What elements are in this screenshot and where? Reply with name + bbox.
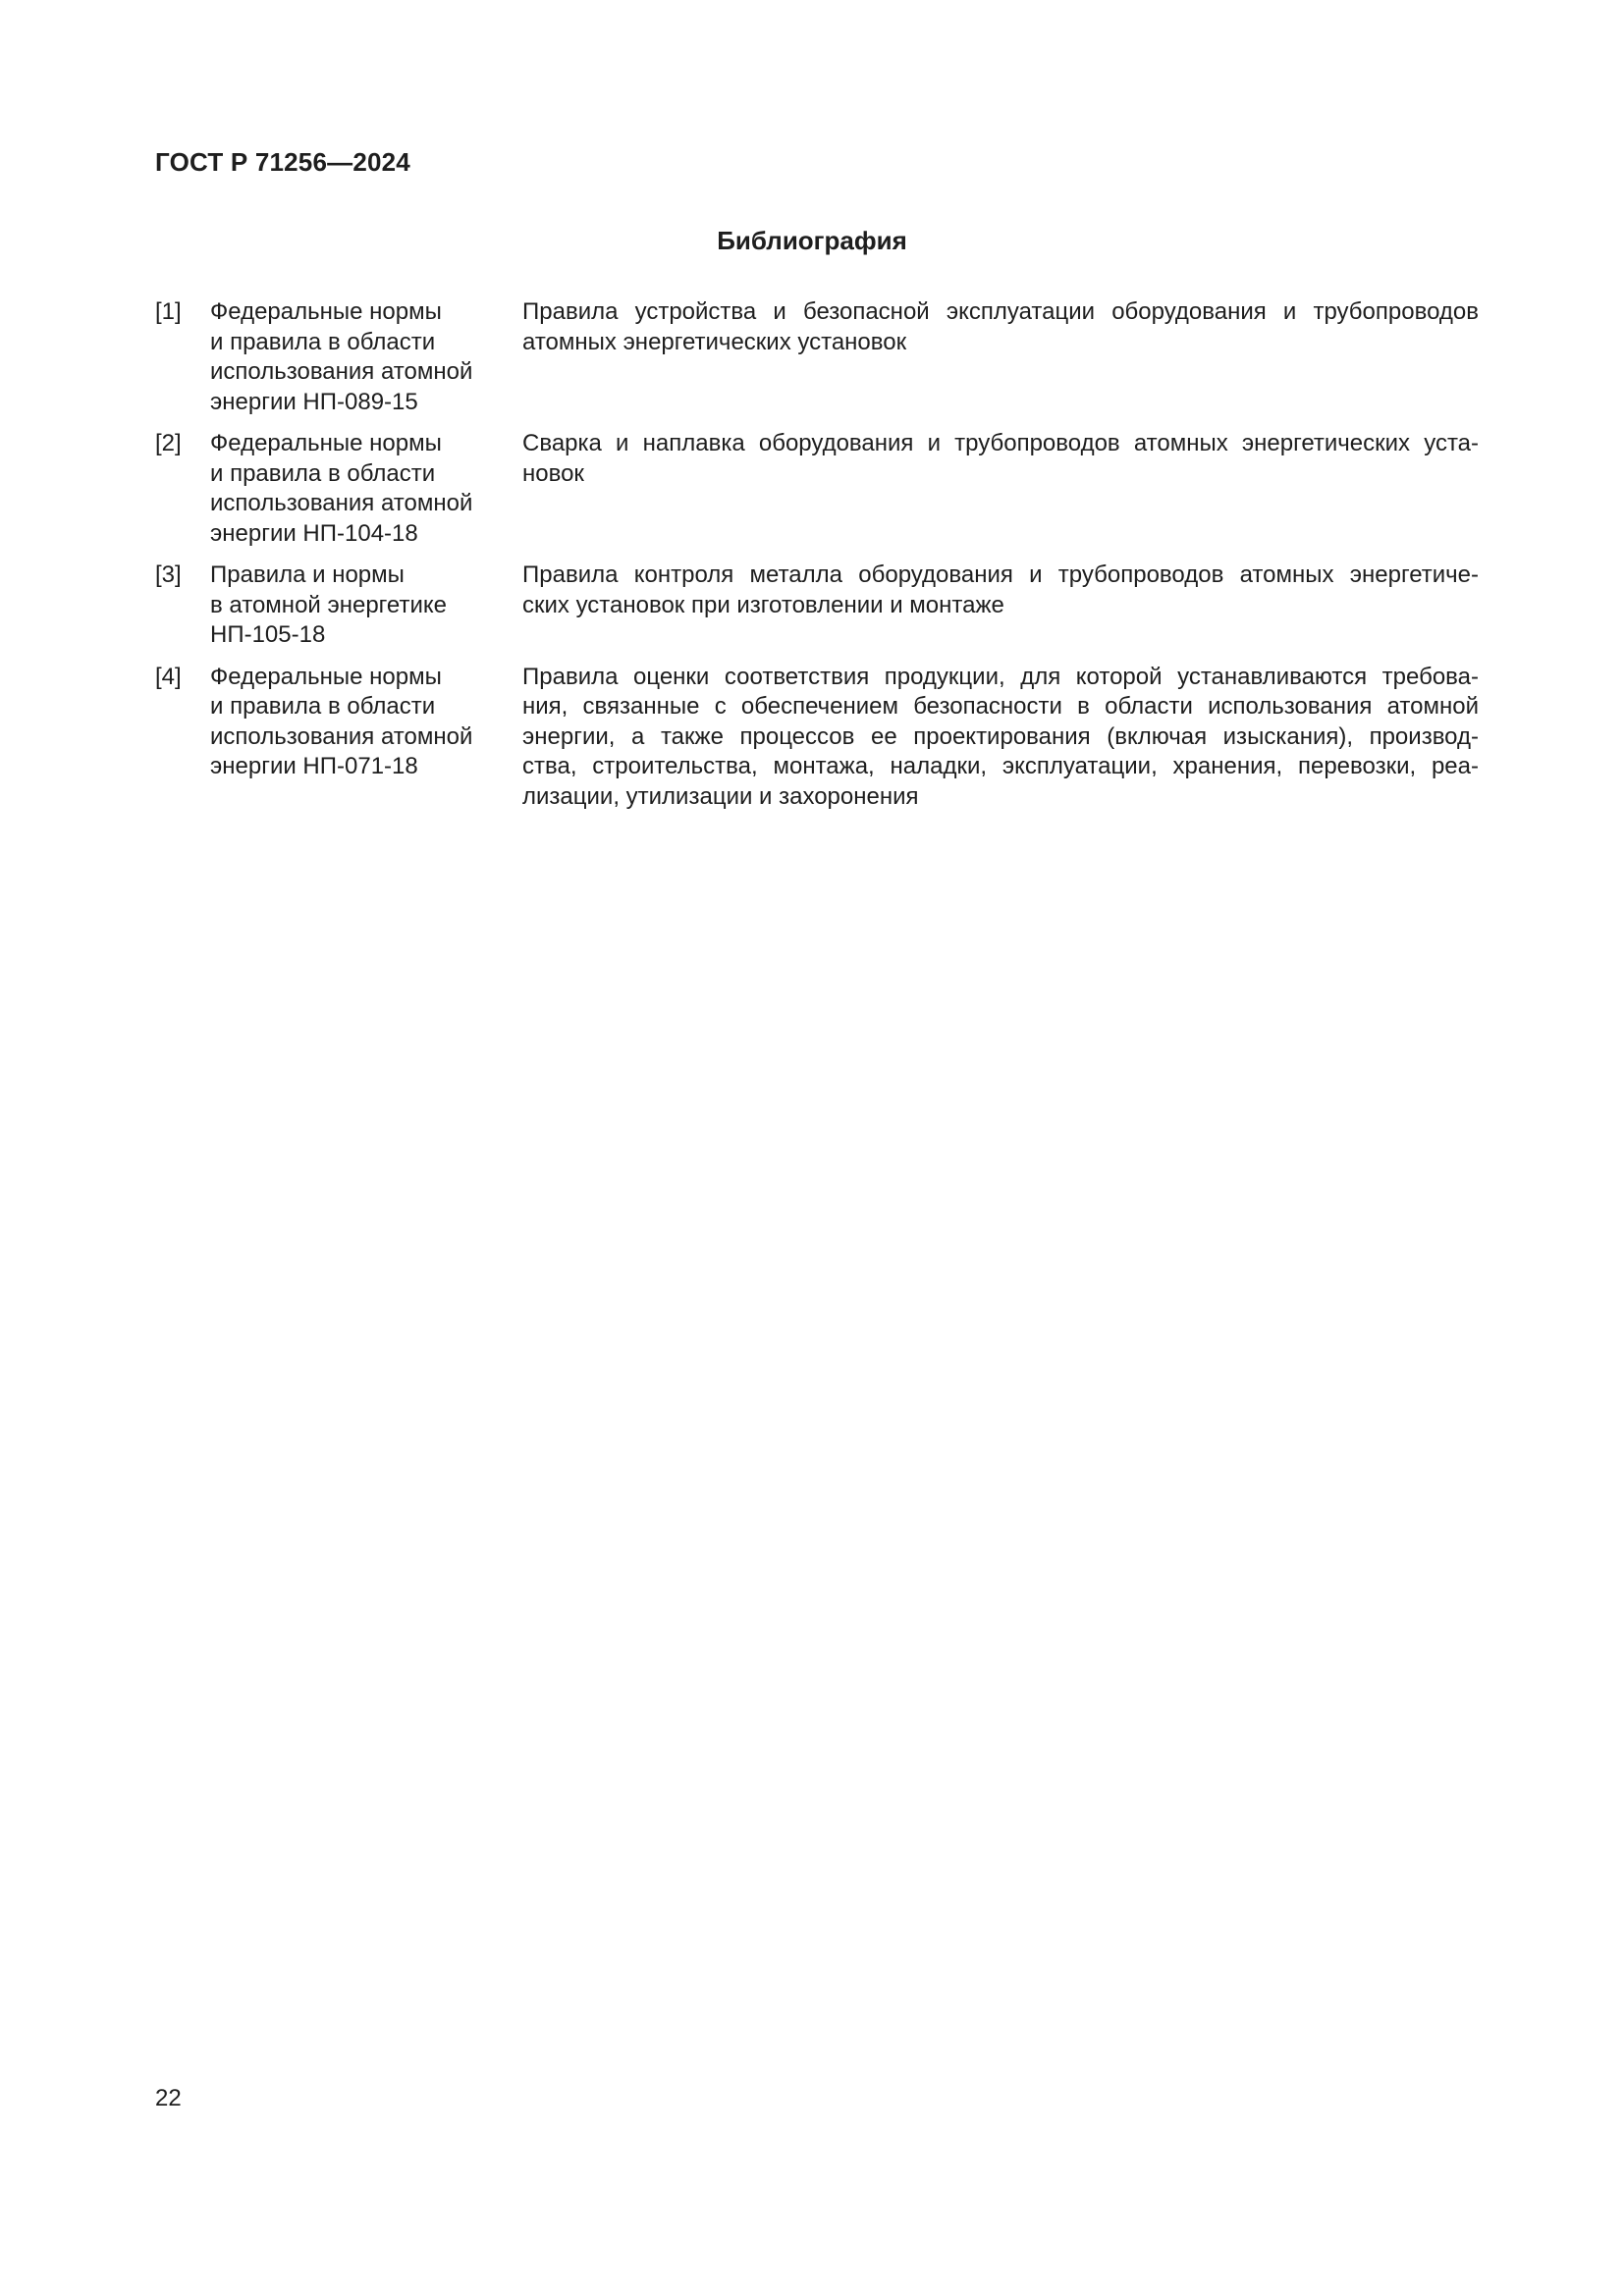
title-line: атомных энергетических установок (522, 328, 907, 355)
source-line: Правила и нормы (210, 561, 405, 588)
source-line: использования атомной (210, 490, 473, 516)
title-line: энергии, а также процессов ее проектирования (включая изыскания), производ- (522, 722, 1479, 750)
title-line: лизации, утилизации и захоронения (522, 782, 919, 810)
title-line: Сварка и наплавка оборудования и трубопроводов атомных энергетических уста- (522, 430, 1479, 456)
entry-number: [2] (155, 430, 182, 456)
title-line: Правила контроля металла оборудования и трубопроводов атомных энергетиче- (522, 561, 1479, 588)
entry-number: [4] (155, 663, 182, 690)
document-header: ГОСТ Р 71256—2024 (155, 147, 410, 177)
bibliography-entry (155, 561, 1481, 651)
entry-title (522, 561, 1479, 620)
source-line: и правила в области (210, 693, 436, 720)
title-line: новок (522, 459, 584, 487)
bibliography-entry (155, 429, 1481, 549)
source-line: в атомной энергетике (210, 591, 447, 618)
entry-source (210, 561, 495, 651)
source-line: и правила в области (210, 459, 436, 487)
entry-title (522, 429, 1479, 489)
source-line: использования атомной (210, 358, 473, 385)
source-line: Федеральные нормы (210, 663, 442, 690)
title-line: ния, связанные с обеспечением безопасности в области использования атомной (522, 693, 1479, 720)
page-number: 22 (155, 2085, 182, 2111)
section-title: Библиография (717, 226, 907, 255)
title-line: Правила оценки соответствия продукции, для которой устанавливаются требова- (522, 663, 1479, 690)
title-line: Правила устройства и безопасной эксплуатации оборудования и трубопроводов (522, 298, 1479, 325)
source-line: и правила в области (210, 328, 436, 355)
source-line: энергии НП-071-18 (210, 753, 418, 779)
source-line: НП-105-18 (210, 621, 326, 648)
bibliography-entry (155, 297, 1481, 417)
title-line: ских установок при изготовлении и монтаже (522, 591, 1004, 618)
bibliography-list (155, 297, 1481, 810)
source-line: энергии НП-104-18 (210, 519, 418, 547)
source-line: Федеральные нормы (210, 430, 442, 456)
entry-number: [3] (155, 561, 182, 588)
entry-title (522, 663, 1479, 813)
source-line: Федеральные нормы (210, 298, 442, 325)
source-line: использования атомной (210, 722, 473, 750)
source-line: энергии НП-089-15 (210, 388, 418, 415)
title-line: ства, строительства, монтажа, наладки, эксплуатации, хранения, перевозки, реа- (522, 753, 1479, 779)
entry-source (210, 429, 495, 549)
entry-number: [1] (155, 298, 182, 325)
entry-source (210, 663, 495, 782)
bibliography-entry (155, 663, 1481, 810)
entry-source (210, 297, 495, 417)
entry-title (522, 297, 1479, 357)
